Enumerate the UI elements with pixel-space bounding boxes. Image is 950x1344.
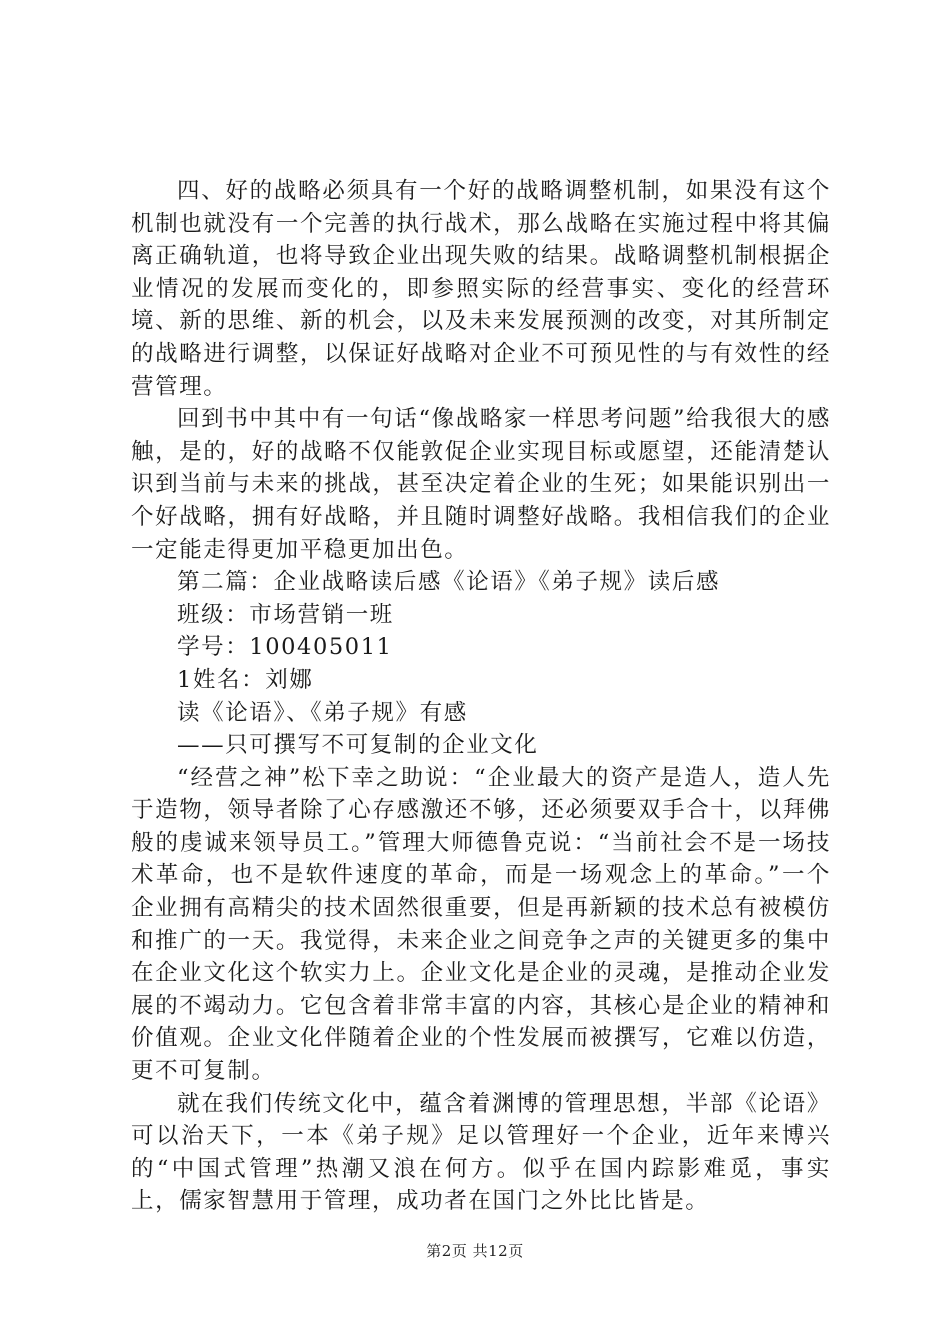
- page-number-footer: 第2页 共12页: [426, 1242, 524, 1260]
- class-line: 班级：市场营销一班: [177, 601, 394, 628]
- paragraph-strategy-adjustment: 四、好的战略必须具有一个好的战略调整机制，如果没有这个机制也就没有一个完善的执行战术，那么战略在实施过程中将其偏离正确轨道，也将导致企业出现失败的结果。战略调整机制根据企业情况的发展而变化的，即参照实际的经营事实、变化的经营环境、新的思维、新的机会，以及未来发展预测的改变，对其所制定的战略进行调整，以保证好战略对企业不可预见性的与有效性的经营管理。: [131, 178, 831, 400]
- student-id-line: 学号：100405011: [177, 634, 393, 661]
- name-line: 1姓名：刘娜: [177, 666, 314, 693]
- paragraph-book-reflection: 回到书中其中有一句话“像战略家一样思考问题”给我很大的感触，是的，好的战略不仅能敦促企业实现目标或愿望，还能清楚认识到当前与未来的挑战，甚至决定着企业的生死；如果能识别出一个好战略，拥有好战略，并且随时调整好战略。我相信我们的企业一定能走得更加平稳更加出色。: [131, 406, 831, 563]
- essay-title: 读《论语》、《弟子规》有感: [177, 699, 468, 726]
- section-heading: 第二篇：企业战略读后感《论语》《弟子规》读后感: [177, 569, 721, 596]
- document-body: [131, 175, 831, 1218]
- essay-subtitle: ——只可撰写不可复制的企业文化: [177, 732, 539, 759]
- paragraph-corporate-culture: “经营之神”松下幸之助说：“企业最大的资产是造人，造人先于造物，领导者除了心存感激还不够，还必须要双手合十，以拜佛般的虔诚来领导员工。”管理大师德鲁克说：“当前社会不是一场技术革命，也不是软件速度的革命，而是一场观念上的革命。”一个企业拥有高精尖的技术固然很重要，但是再新颖的技术总有被模仿和推广的一天。我觉得，未来企业之间竞争之声的关键更多的集中在企业文化这个软实力上。企业文化是企业的灵魂，是推动企业发展的不竭动力。它包含着非常丰富的内容，其核心是企业的精神和价值观。企业文化伴随着企业的个性发展而被撰写，它难以仿造，更不可复制。: [131, 764, 831, 1085]
- paragraph-traditional-culture: 就在我们传统文化中，蕴含着渊博的管理思想，半部《论语》可以治天下，一本《弟子规》足以管理好一个企业，近年来博兴的“中国式管理”热潮又浪在何方。似乎在国内踪影难觅，事实上，儒家智慧用于管理，成功者在国门之外比比皆是。: [131, 1090, 831, 1215]
